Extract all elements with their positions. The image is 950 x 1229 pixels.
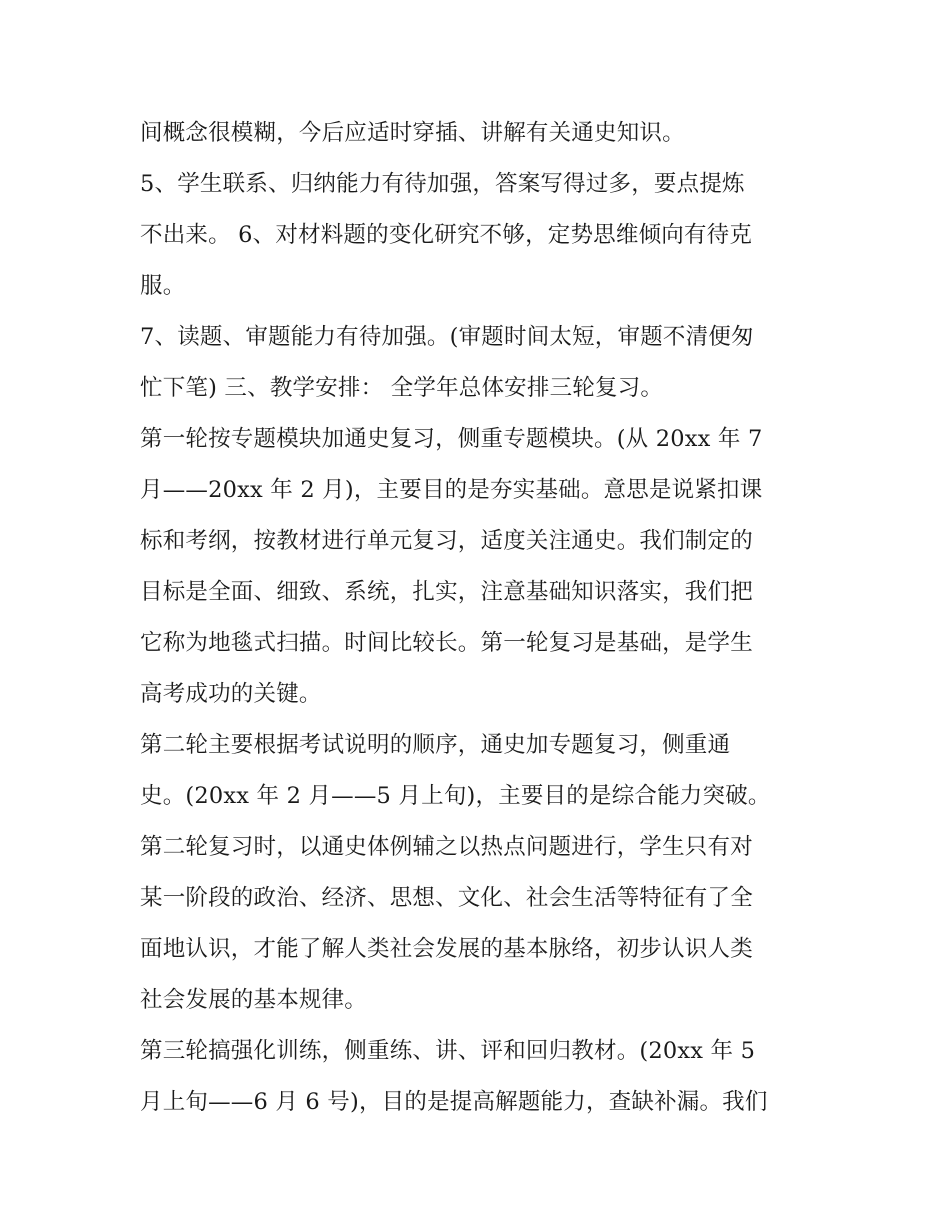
text-line: 间概念很模糊，今后应适时穿插、讲解有关通史知识。 bbox=[140, 120, 685, 146]
text-line: 第二轮主要根据考试说明的顺序，通史加专题复习，侧重通 bbox=[140, 732, 731, 758]
text-line: 面地认识，才能了解人类社会发展的基本脉络，初步认识人类 bbox=[140, 936, 753, 962]
text-line: 忙下笔) 三、教学安排： 全学年总体安排三轮复习。 bbox=[140, 375, 664, 401]
text-line: 服。 bbox=[140, 273, 186, 299]
text-line: 社会发展的基本规律。 bbox=[140, 987, 368, 1013]
text-line: 史。(20xx 年 2 月——5 月上旬)，主要目的是综合能力突破。 bbox=[140, 783, 771, 809]
text-line: 标和考纲，按教材进行单元复习，适度关注通史。我们制定的 bbox=[140, 528, 753, 554]
text-line: 不出来。 6、对材料题的变化研究不够，定势思维倾向有待克 bbox=[140, 222, 753, 248]
text-line: 目标是全面、细致、系统，扎实，注意基础知识落实，我们把 bbox=[140, 579, 753, 605]
text-line: 第三轮搞强化训练，侧重练、讲、评和回归教材。(20xx 年 5 bbox=[140, 1038, 756, 1064]
text-line: 第二轮复习时，以通史体例辅之以热点问题进行，学生只有对 bbox=[140, 834, 753, 860]
text-line: 月上旬——6 月 6 号)，目的是提高解题能力，查缺补漏。我们 bbox=[140, 1089, 768, 1115]
body-text bbox=[140, 108, 830, 1128]
text-line: 7、读题、审题能力有待加强。(审题时间太短，审题不清便匆 bbox=[140, 324, 754, 350]
text-line: 高考成功的关键。 bbox=[140, 681, 322, 707]
text-line: 月——20xx 年 2 月)，主要目的是夯实基础。意思是说紧扣课 bbox=[140, 477, 763, 503]
text-line: 某一阶段的政治、经济、思想、文化、社会生活等特征有了全 bbox=[140, 885, 753, 911]
text-line: 它称为地毯式扫描。时间比较长。第一轮复习是基础，是学生 bbox=[140, 630, 753, 656]
text-line: 5、学生联系、归纳能力有待加强，答案写得过多，要点提炼 bbox=[140, 171, 745, 197]
text-line: 第一轮按专题模块加通史复习，侧重专题模块。(从 20xx 年 7 bbox=[140, 426, 763, 452]
